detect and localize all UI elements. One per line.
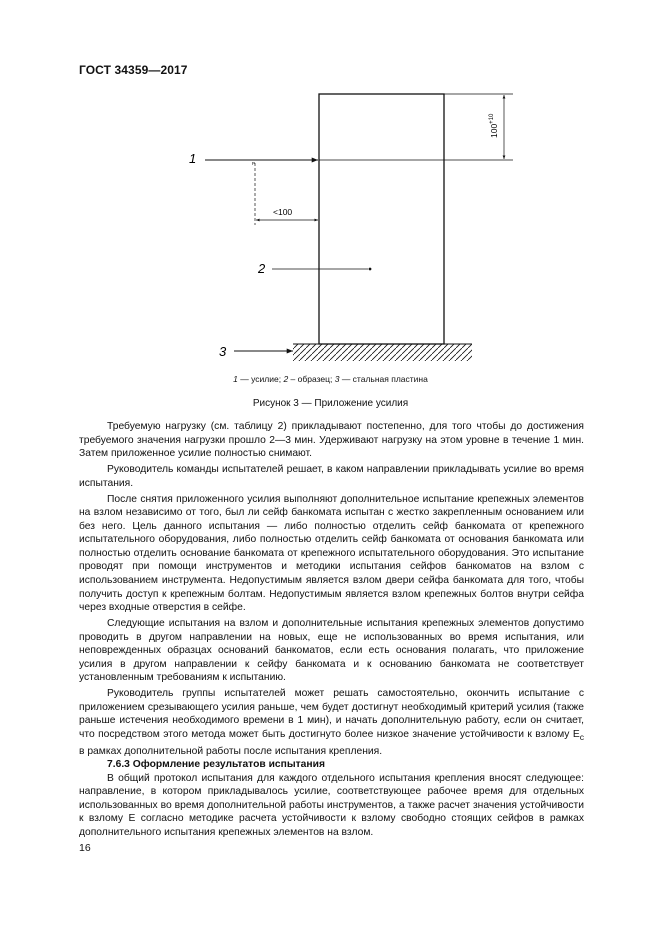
paragraph-subsequent-tests: Следующие испытания на взлом и дополнительные испытания крепежных элементов допустимо проводить в другом направлении на новых, еще не использованных во время испытания, или неповрежденных образцах оснований банкоматов, если есть основания полагать, что приложение усилия в другом направлении к сейфу банкомата и к основанию банкомата не соответствует установленным требованиям к испытанию. [79, 618, 584, 684]
figure-caption: Рисунок 3 — Приложение усилия [252, 398, 409, 409]
label-3: 3 [219, 344, 227, 359]
force-application-figure [0, 0, 661, 370]
paragraph-load-application: Требуемую нагрузку (см. таблицу 2) прикладывают постепенно, для того чтобы до достижения требуемого значения нагрузки прошло 2—3 мин. Удерживают нагрузку на этом уровне в течение 1 мин. Затем приложенное усилие полностью снимают. [79, 421, 584, 460]
specimen-rectangle [319, 94, 444, 344]
section-title-results: 7.6.3 Оформление результатов испытания [107, 759, 325, 771]
label-1: 1 [189, 151, 197, 166]
document-header: ГОСТ 34359—2017 [79, 63, 188, 77]
force-point-label: P [252, 161, 256, 166]
paragraph-additional-test: После снятия приложенного усилия выполняют дополнительное испытание крепежных элементов на взлом независимо от того, был ли сейф банкомата испытан с жестко закрепленным основанием или без него. Цель данного испытания — либо полностью отделить сейф банкомата от крепежного испытательного оборудования, либо полностью отделить сейф банкомата от основания банкомата или полностью отделить основание банкомата от крепежного испытательного оборудования. Это испытание проводят при помощи инструментов и методики испытания сейфов банкоматов на взлом с использованием инструмента. Недопустимым является взлом двери сейфа банкомата для того, чтобы получить доступ к крепежным болтам. Недопустимым является взлом крепежных болтов внутри сейфа через входные отверстия в сейфе. [79, 493, 584, 614]
steel-plate [293, 344, 472, 361]
vertical-dimension-label: $100^{+10}$ [489, 113, 499, 138]
label-2: 2 [258, 261, 266, 276]
paragraph-test-report: В общий протокол испытания для каждого отдельного испытания крепления вносят следующее: направление, в котором прикладывалось усилие, соответствующее рабочее время для отдельных использованных во время дополнительной работы инструментов, а также расчет значения устойчивости к взлому Е согласно методике расчета устойчивости к взлому свободно стоящих сейфов в рамках дополнительного испытания крепежных элементов на взлом. [79, 772, 584, 838]
label-2-leader-dot [369, 268, 372, 271]
body-text [79, 420, 584, 839]
paragraph-direction-decision: Руководитель команды испытателей решает, в каком направлении прикладывать усилие во время испытания. [79, 464, 584, 489]
figure-legend: 1 — усилие; 2 – образец; 3 — стальная пластина [233, 374, 428, 384]
paragraph-early-termination: Руководитель группы испытателей может решать самостоятельно, окончить испытание с приложением срезывающего усилия раньше, чем будет достигнут необходимый критерий усилия (также раньше истечения необходимого времени в 1 мин), и начать дополнительную работу, если он считает, что посредством этого метода может быть достигнуто более низкое значение устойчивости к взлому $E_c$ в рамках дополнительной работы после испытания крепления. [79, 688, 584, 757]
horizontal-dimension-label: <100 [273, 207, 293, 217]
page-number: 16 [79, 842, 91, 854]
